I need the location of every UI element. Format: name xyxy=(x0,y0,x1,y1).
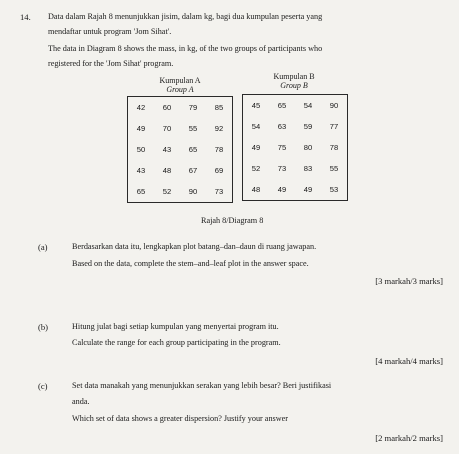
group-a-cell: 65 xyxy=(136,187,146,196)
group-b-cell: 49 xyxy=(303,185,313,194)
group-b-row xyxy=(243,116,348,137)
group-b-row xyxy=(243,95,348,117)
group-a-row xyxy=(128,97,233,119)
group-a-table xyxy=(127,96,233,203)
group-a-cell: 90 xyxy=(188,187,198,196)
intro-english-line-1: The data in Diagram 8 shows the mass, in kg, of the two groups of participants who xyxy=(48,44,323,53)
part-b-english: Calculate the range for each group participating in the program. xyxy=(72,338,281,347)
group-a-cell: 92 xyxy=(214,124,224,133)
group-b-cell: 77 xyxy=(329,122,339,131)
intro-malay-line-1: Data dalam Rajah 8 menunjukkan jisim, dalam kg, bagi dua kumpulan peserta yang xyxy=(48,12,323,21)
part-b-malay: Hitung julat bagi setiap kumpulan yang menyertai program itu. xyxy=(72,322,279,331)
group-a-cell: 65 xyxy=(188,145,198,154)
group-b-cell: 45 xyxy=(251,101,261,110)
intro-malay-line-2: mendaftar untuk program 'Jom Sihat'. xyxy=(48,27,172,36)
group-a-cell: 43 xyxy=(162,145,172,154)
part-c-malay-line-2: anda. xyxy=(72,397,90,406)
group-b-cell: 55 xyxy=(329,164,339,173)
group-b-cell: 49 xyxy=(277,185,287,194)
intro-english-line-2: registered for the 'Jom Sihat' program. xyxy=(48,59,174,68)
group-b-row xyxy=(243,158,348,179)
group-a-cell: 67 xyxy=(188,166,198,175)
group-b-cell: 63 xyxy=(277,122,287,131)
group-b-cell: 53 xyxy=(329,185,339,194)
group-b-cell: 73 xyxy=(277,164,287,173)
group-a-cell: 48 xyxy=(162,166,172,175)
group-b-cell: 54 xyxy=(303,101,313,110)
group-b-cell: 52 xyxy=(251,164,261,173)
group-a-cell: 79 xyxy=(188,103,198,112)
group-b-cell: 83 xyxy=(303,164,313,173)
part-c-label: (c) xyxy=(38,381,48,391)
group-a-cell: 52 xyxy=(162,187,172,196)
group-a-row xyxy=(128,160,233,181)
group-a-cell: 78 xyxy=(214,145,224,154)
group-a-label xyxy=(128,76,232,94)
group-a-label-malay: Kumpulan A xyxy=(159,76,201,85)
part-c-malay: Set data manakah yang menunjukkan serakan yang lebih besar? Beri justifikasi xyxy=(72,381,332,390)
group-a-row xyxy=(128,118,233,139)
group-a-cell: 70 xyxy=(162,124,172,133)
group-a-row xyxy=(128,181,233,203)
group-b-cell: 54 xyxy=(251,122,261,131)
part-b-marks: [4 markah/4 marks] xyxy=(375,356,443,366)
group-a-cell: 55 xyxy=(188,124,198,133)
part-b-label: (b) xyxy=(38,322,49,332)
part-c-english: Which set of data shows a greater dispersion? Justify your answer xyxy=(72,414,288,423)
group-b-label-malay: Kumpulan B xyxy=(273,72,315,81)
group-a-cell: 50 xyxy=(136,145,146,154)
group-b-row xyxy=(243,179,348,201)
group-a-cell: 49 xyxy=(136,124,146,133)
group-a-label-english: Group A xyxy=(166,85,194,94)
part-c-marks: [2 markah/2 marks] xyxy=(375,433,443,443)
diagram-caption: Rajah 8/Diagram 8 xyxy=(201,216,264,225)
group-b-cell: 65 xyxy=(277,101,287,110)
group-b-label xyxy=(242,72,346,90)
group-b-cell: 49 xyxy=(251,143,261,152)
part-a-malay: Berdasarkan data itu, lengkapkan plot batang–dan–daun di ruang jawapan. xyxy=(72,242,317,251)
group-b-cell: 90 xyxy=(329,101,339,110)
group-a-cell: 73 xyxy=(214,187,224,196)
group-a-row xyxy=(128,139,233,160)
part-a-label: (a) xyxy=(38,242,48,252)
group-b-row xyxy=(243,137,348,158)
part-a-marks: [3 markah/3 marks] xyxy=(375,276,443,286)
group-a-cell: 43 xyxy=(136,166,146,175)
group-a-cell: 85 xyxy=(214,103,224,112)
group-b-label-english: Group B xyxy=(280,81,308,90)
group-a-cell: 42 xyxy=(136,103,146,112)
group-b-cell: 75 xyxy=(277,143,287,152)
group-a-cell: 69 xyxy=(214,166,224,175)
group-a-cell: 60 xyxy=(162,103,172,112)
question-number: 14. xyxy=(20,12,31,22)
group-b-cell: 80 xyxy=(303,143,313,152)
part-a-english: Based on the data, complete the stem–and–leaf plot in the answer space. xyxy=(72,259,309,268)
group-b-table xyxy=(242,94,348,201)
group-b-cell: 59 xyxy=(303,122,313,131)
group-b-cell: 78 xyxy=(329,143,339,152)
group-b-cell: 48 xyxy=(251,185,261,194)
